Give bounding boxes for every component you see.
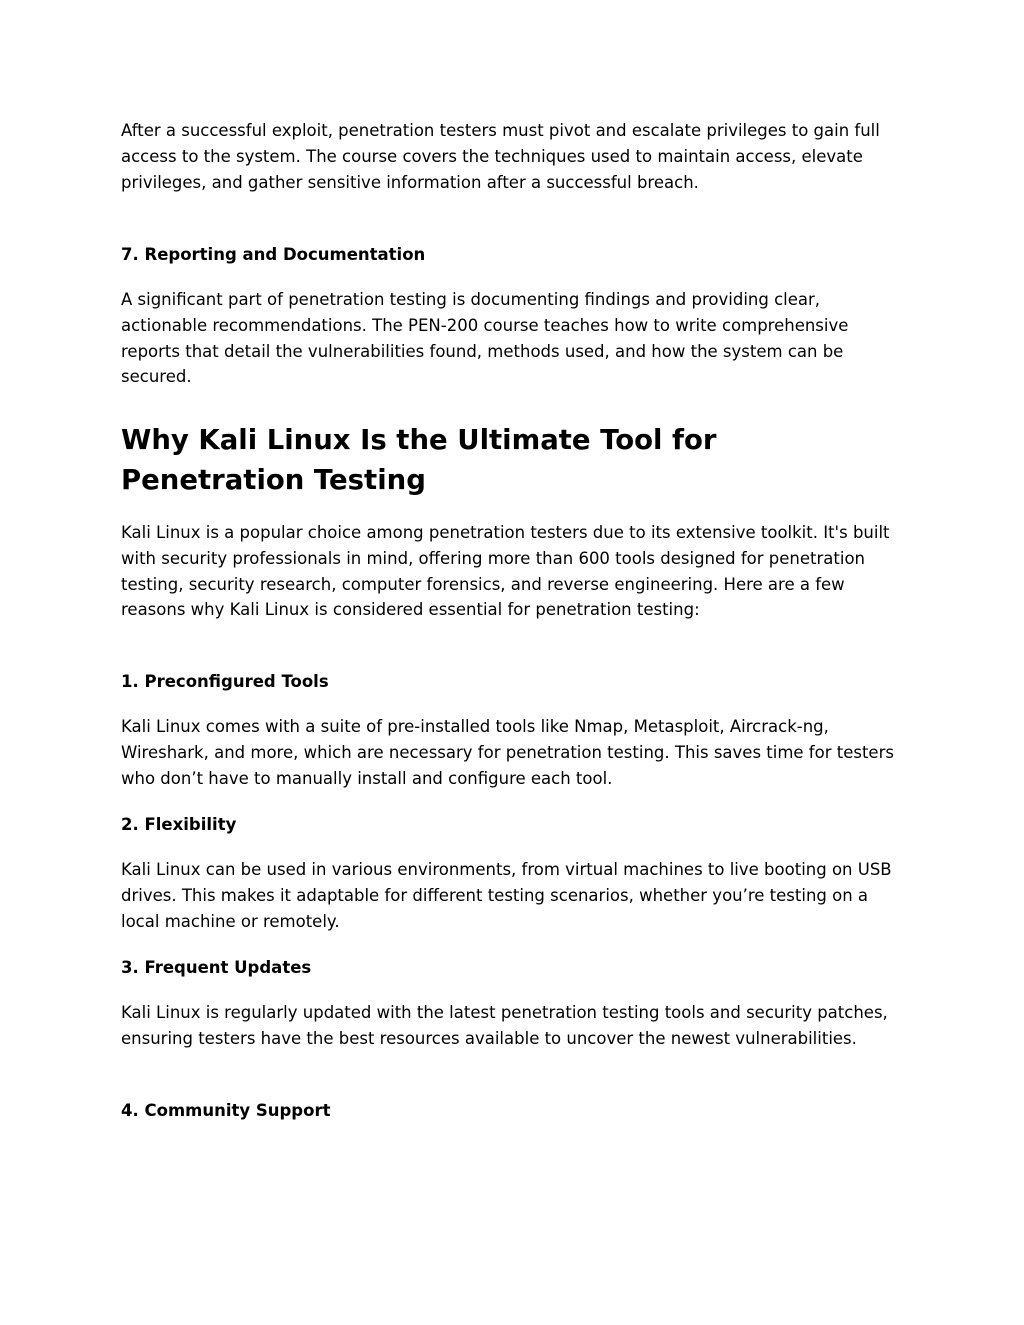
kali-section-title: Why Kali Linux Is the Ultimate Tool for Penetration Testing	[121, 424, 717, 496]
item-heading-frequent-updates: 3. Frequent Updates	[121, 958, 312, 977]
item-body-preconfigured-tools: Kali Linux comes with a suite of pre-installed tools like Nmap, Metasploit, Aircrack-ng, Wireshark, and more, which are necessary for penetration testing. This saves time for testers who don’t have to manually install and configure each tool.	[121, 717, 894, 788]
item-body-frequent-updates: Kali Linux is regularly updated with the latest penetration testing tools and security patches, ensuring testers have the best resources available to uncover the newest vulnerabilities.	[121, 1003, 888, 1048]
section-heading-reporting: 7. Reporting and Documentation	[121, 245, 426, 264]
kali-section-intro: Kali Linux is a popular choice among penetration testers due to its extensive toolkit. It's built with security professionals in mind, offering more than 600 tools designed for penetration testing, security research, computer forensics, and reverse engineering. Here are a few reasons why Kali Linux is considered essential for penetration testing:	[121, 523, 890, 620]
item-heading-flexibility: 2. Flexibility	[121, 815, 237, 834]
item-heading-preconfigured-tools: 1. Preconfigured Tools	[121, 672, 329, 691]
item-body-flexibility: Kali Linux can be used in various environments, from virtual machines to live booting on USB drives. This makes it adaptable for different testing scenarios, whether you’re testing on a local machine or remotely.	[121, 860, 892, 931]
intro-paragraph: After a successful exploit, penetration testers must pivot and escalate privileges to gain full access to the system. The course covers the techniques used to maintain access, elevate privileges, and gather sensitive information after a successful breach.	[121, 121, 880, 192]
item-heading-community-support: 4. Community Support	[121, 1101, 331, 1120]
section-body-reporting: A significant part of penetration testing is documenting findings and providing clear, actionable recommendations. The PEN-200 course teaches how to write comprehensive reports that detail the vulnerabilities found, methods used, and how the system can be secured.	[121, 290, 849, 387]
